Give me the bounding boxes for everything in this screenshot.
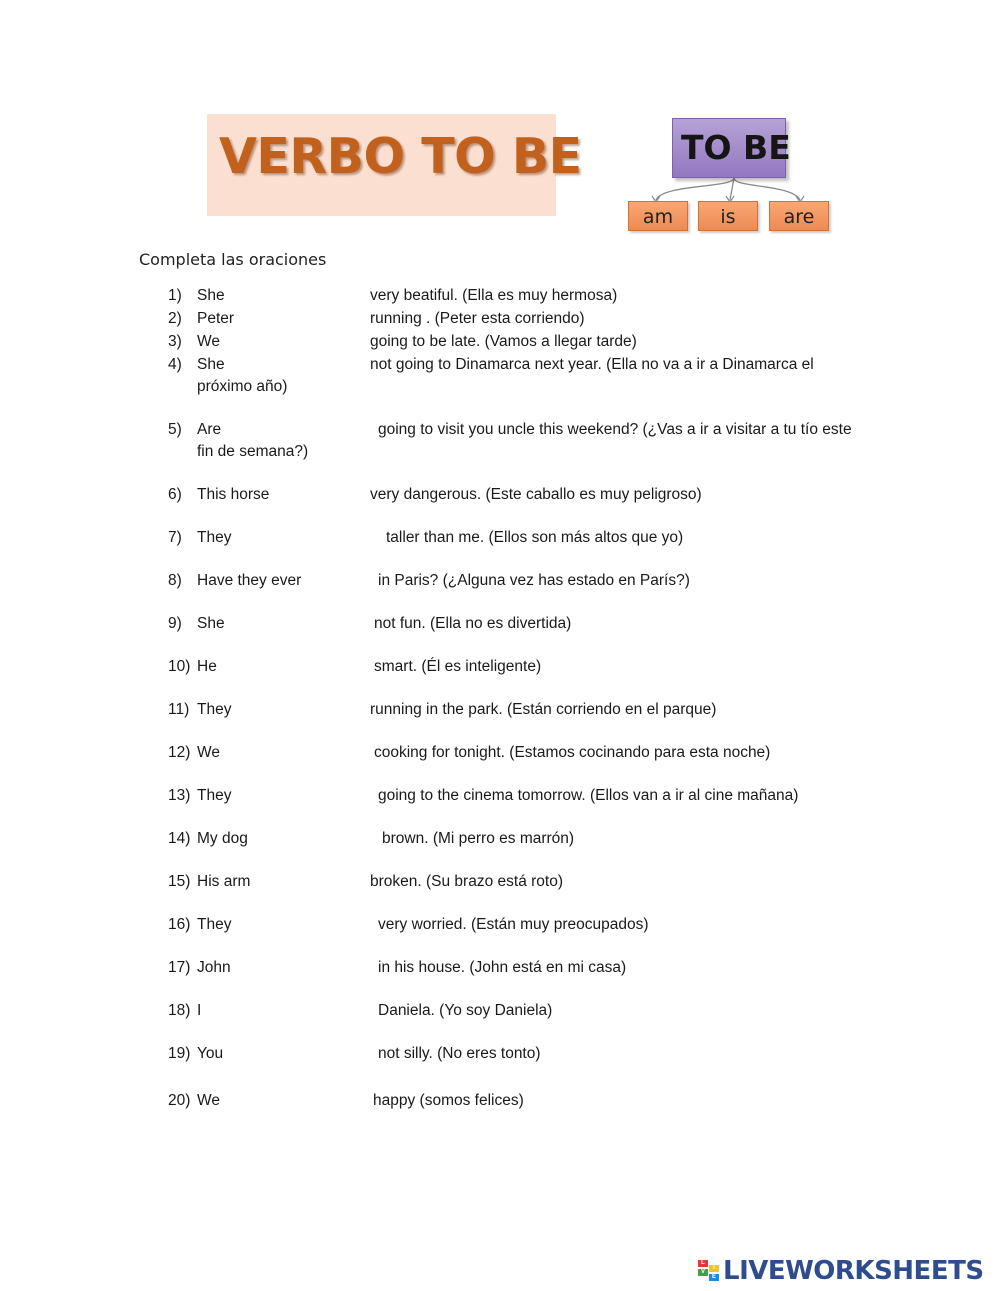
item-number: 13) <box>168 787 191 804</box>
item-number: 9) <box>168 615 182 632</box>
item-number: 5) <box>168 421 182 438</box>
instruction-text: Completa las oraciones <box>139 250 327 269</box>
item-subject: John <box>197 959 231 976</box>
item-sentence: broken. (Su brazo está roto) <box>370 873 563 890</box>
item-subject: Are <box>197 421 222 438</box>
logo-blocks-icon: L I V E <box>698 1260 720 1284</box>
title-banner <box>207 114 582 216</box>
page-title: VERBO TO BE <box>219 128 582 185</box>
item-subject: I <box>197 1002 202 1019</box>
item-subject: We <box>197 333 220 350</box>
item-subject: They <box>197 787 232 804</box>
form-am: am <box>628 201 688 231</box>
item-number: 19) <box>168 1045 191 1062</box>
item-number: 11) <box>168 701 190 718</box>
item-number: 8) <box>168 572 182 589</box>
item-sentence: Daniela. (Yo soy Daniela) <box>378 1002 553 1019</box>
item-continuation: fin de semana?) <box>197 443 309 460</box>
item-subject: She <box>197 287 225 304</box>
item-subject: My dog <box>197 830 248 847</box>
item-sentence: going to the cinema tomorrow. (Ellos van a ir al cine mañana) <box>378 787 799 804</box>
item-subject: They <box>197 701 232 718</box>
item-continuation: próximo año) <box>197 378 288 395</box>
item-subject: Peter <box>197 310 235 327</box>
item-sentence: cooking for tonight. (Estamos cocinando para esta noche) <box>374 744 771 761</box>
to-be-diagram <box>622 112 837 234</box>
to-be-label: TO BE <box>681 128 791 167</box>
item-number: 15) <box>168 873 191 890</box>
item-number: 14) <box>168 830 191 847</box>
item-subject: Have they ever <box>197 572 302 589</box>
item-subject: He <box>197 658 217 675</box>
form-are: are <box>769 201 829 231</box>
item-subject: We <box>197 744 220 761</box>
to-be-box <box>672 118 791 178</box>
item-subject: We <box>197 1092 220 1109</box>
item-subject: She <box>197 615 225 632</box>
form-is: is <box>698 201 758 231</box>
item-sentence: in Paris? (¿Alguna vez has estado en París?) <box>378 572 690 589</box>
item-subject: She <box>197 356 225 373</box>
item-sentence: in his house. (John está en mi casa) <box>378 959 627 976</box>
item-number: 7) <box>168 529 182 546</box>
item-number: 2) <box>168 310 182 327</box>
item-sentence: running in the park. (Están corriendo en el parque) <box>370 701 717 718</box>
item-subject: They <box>197 916 232 933</box>
item-sentence: not fun. (Ella no es divertida) <box>374 615 572 632</box>
item-sentence: going to be late. (Vamos a llegar tarde) <box>370 333 637 350</box>
item-subject: This horse <box>197 486 270 503</box>
item-number: 20) <box>168 1092 191 1109</box>
item-sentence: taller than me. (Ellos son más altos que yo) <box>386 529 684 546</box>
liveworksheets-logo <box>698 1258 994 1284</box>
item-sentence: not going to Dinamarca next year. (Ella no va a ir a Dinamarca el <box>370 356 814 373</box>
item-number: 1) <box>168 287 182 304</box>
item-sentence: happy (somos felices) <box>373 1092 524 1109</box>
item-number: 18) <box>168 1002 191 1019</box>
item-number: 6) <box>168 486 182 503</box>
logo-text: LIVEWORKSHEETS <box>723 1256 984 1286</box>
item-number: 3) <box>168 333 182 350</box>
item-number: 16) <box>168 916 191 933</box>
item-number: 4) <box>168 356 182 373</box>
item-subject: His arm <box>197 873 251 890</box>
item-number: 17) <box>168 959 191 976</box>
item-sentence: very dangerous. (Este caballo es muy peligroso) <box>370 486 702 503</box>
item-sentence: very beatiful. (Ella es muy hermosa) <box>370 287 618 304</box>
item-sentence: brown. (Mi perro es marrón) <box>382 830 575 847</box>
item-number: 10) <box>168 658 191 675</box>
item-sentence: going to visit you uncle this weekend? (¿Vas a ir a visitar a tu tío este <box>378 421 852 438</box>
item-sentence: running . (Peter esta corriendo) <box>370 310 585 327</box>
item-sentence: not silly. (No eres tonto) <box>378 1045 541 1062</box>
item-subject: You <box>197 1045 224 1062</box>
item-subject: They <box>197 529 232 546</box>
item-number: 12) <box>168 744 191 761</box>
item-sentence: smart. (Él es inteligente) <box>374 658 542 675</box>
item-sentence: very worried. (Están muy preocupados) <box>378 916 649 933</box>
